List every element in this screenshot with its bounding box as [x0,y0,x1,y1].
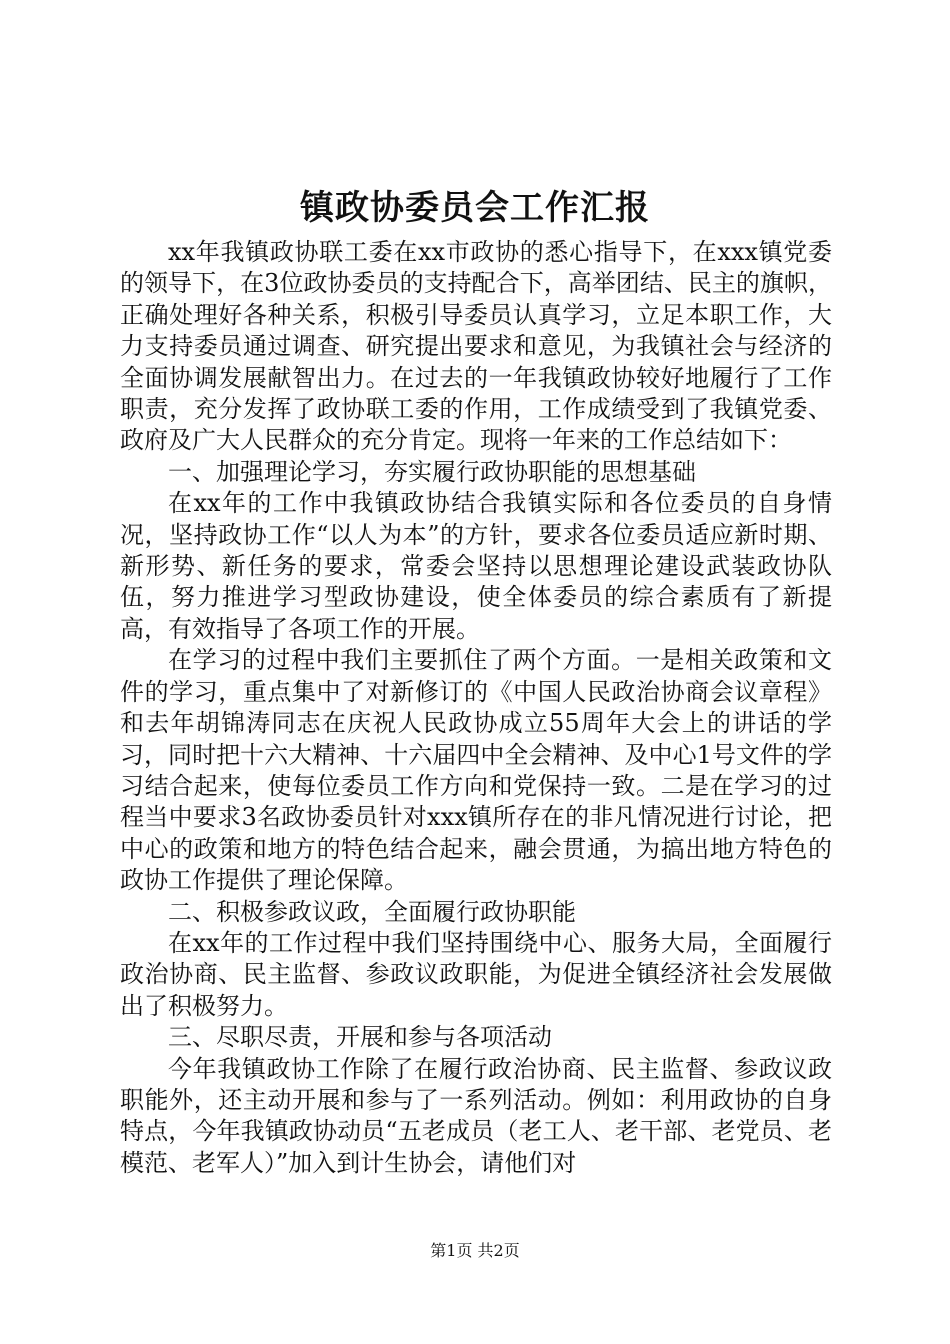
paragraph-section-2: 在xx年的工作过程中我们坚持围绕中心、服务大局，全面履行政治协商、民主监督、参政议政职能，为促进全镇经济社会发展做出了积极努力。 [120,928,832,1020]
paragraph-intro: xx年我镇政协联工委在xx市政协的悉心指导下，在xxx镇党委的领导下，在3位政协委员的支持配合下，高举团结、民主的旗帜，正确处理好各种关系，积极引导委员认真学习，立足本职工作，大力支持委员通过调查、研究提出要求和意见，为我镇社会与经济的全面协调发展献智出力。在过去的一年我镇政协较好地履行了工作职责，充分发挥了政协联工委的作用，工作成绩受到了我镇党委、政府及广大人民群众的充分肯定。现将一年来的工作总结如下： [120,238,832,455]
page-footer: 第1页 共2页 [430,1241,520,1260]
paragraph-section-1a: 在xx年的工作中我镇政协结合我镇实际和各位委员的自身情况，坚持政协工作“以人为本”的方针，要求各位委员适应新时期、新形势、新任务的要求，常委会坚持以思想理论建设武装政协队伍，努力推进学习型政协建设，使全体委员的综合素质有了新提高，有效指导了各项工作的开展。 [120,489,832,643]
section-heading-2: 二、积极参政议政，全面履行政协职能 [168,897,576,926]
paragraph-section-3: 今年我镇政协工作除了在履行政治协商、民主监督、参政议政职能外，还主动开展和参与了一系列活动。例如：利用政协的自身特点，今年我镇政协动员“五老成员（老工人、老干部、老党员、老模范、老军人）”加入到计生协会，请他们对 [120,1054,832,1177]
section-heading-1: 一、加强理论学习，夯实履行政协职能的思想基础 [168,457,696,486]
document-title: 镇政协委员会工作汇报 [300,188,650,228]
section-heading-3: 三、尽职尽责，开展和参与各项活动 [168,1023,552,1052]
paragraph-section-1b: 在学习的过程中我们主要抓住了两个方面。一是相关政策和文件的学习，重点集中了对新修订的《中国人民政治协商会议章程》和去年胡锦涛同志在庆祝人民政协成立55周年大会上的讲话的学习，同时把十六大精神、十六届四中全会精神、及中心1号文件的学习结合起来，使每位委员工作方向和党保持一致。二是在学习的过程当中要求3名政协委员针对xxx镇所存在的非凡情况进行讨论，把中心的政策和地方的特色结合起来，融会贯通，为搞出地方特色的政协工作提供了理论保障。 [120,646,832,895]
document-body [120,237,832,1179]
